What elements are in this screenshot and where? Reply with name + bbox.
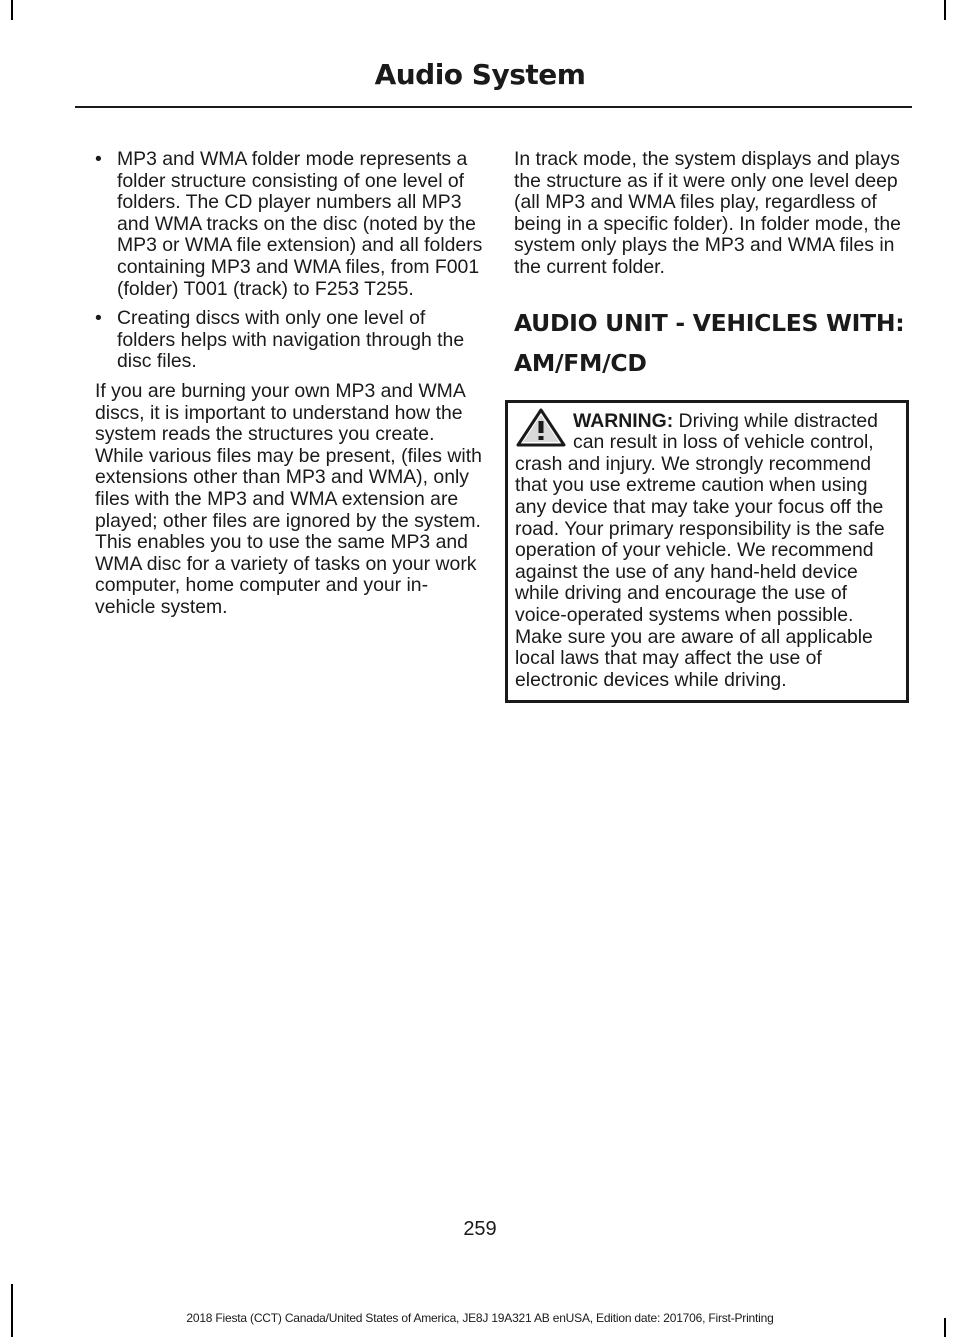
warning-box [505, 400, 909, 704]
bullet-marker: • [95, 307, 102, 330]
list-item [95, 149, 483, 300]
list-item [95, 308, 483, 373]
list-item-text: Creating discs with only one level of folders helps with navigation through the disc files. [117, 307, 465, 373]
warning-triangle-icon [515, 407, 567, 447]
warning-text: Driving while distracted can result in loss of vehicle control, crash and injury. We strongly recommend that you use extreme caution when using any device that may take your focus off the road. Your primary responsibility is the safe operation of your vehicle. We recommend against the use of any hand-held device while driving and encourage the use of voice-operated systems when possible. Make sure you are aware of all applicable local laws that may affect the use of electronic devices while driving. [515, 409, 885, 691]
footer-text: 2018 Fiesta (CCT) Canada/United States of America, JE8J 19A321 AB enUSA, Edition date: 201706, First-Printing [186, 1311, 774, 1325]
body-paragraph: In track mode, the system displays and plays the structure as if it were only one level deep (all MP3 and WMA files play, regardless of being in a specific folder). In folder mode, the system only plays the MP3 and WMA files in the current folder. [514, 148, 901, 278]
page-number: 259 [463, 1218, 497, 1240]
left-column [95, 149, 483, 618]
list-item-text: MP3 and WMA folder mode represents a folder structure consisting of one level of folders. The CD player numbers all MP3 and WMA tracks on the disc (noted by the MP3 or WMA file extension) and all folders containing MP3 and WMA files, from F001 (folder) T001 (track) to F253 T255. [117, 148, 483, 300]
crop-mark-top-left [11, 0, 13, 20]
section-heading: AUDIO UNIT - VEHICLES WITH: [514, 308, 905, 337]
body-paragraph: If you are burning your own MP3 and WMA discs, it is important to understand how the system reads the structures you create. While various files may be present, (files with extensions other than MP3 and WMA), only files with the MP3 and WMA extension are played; other files are ignored by the system. This enables you to use the same MP3 and WMA disc for a variety of tasks on your work computer, home computer and your in-vehicle system. [95, 379, 482, 618]
header-divider [75, 106, 912, 108]
section-subheading: AM/FM/CD [514, 348, 647, 377]
bullet-marker: • [95, 148, 102, 170]
crop-mark-top-right [944, 0, 946, 20]
page-title: Audio System [374, 58, 586, 91]
right-column [514, 149, 912, 703]
warning-label: WARNING: [573, 409, 674, 432]
